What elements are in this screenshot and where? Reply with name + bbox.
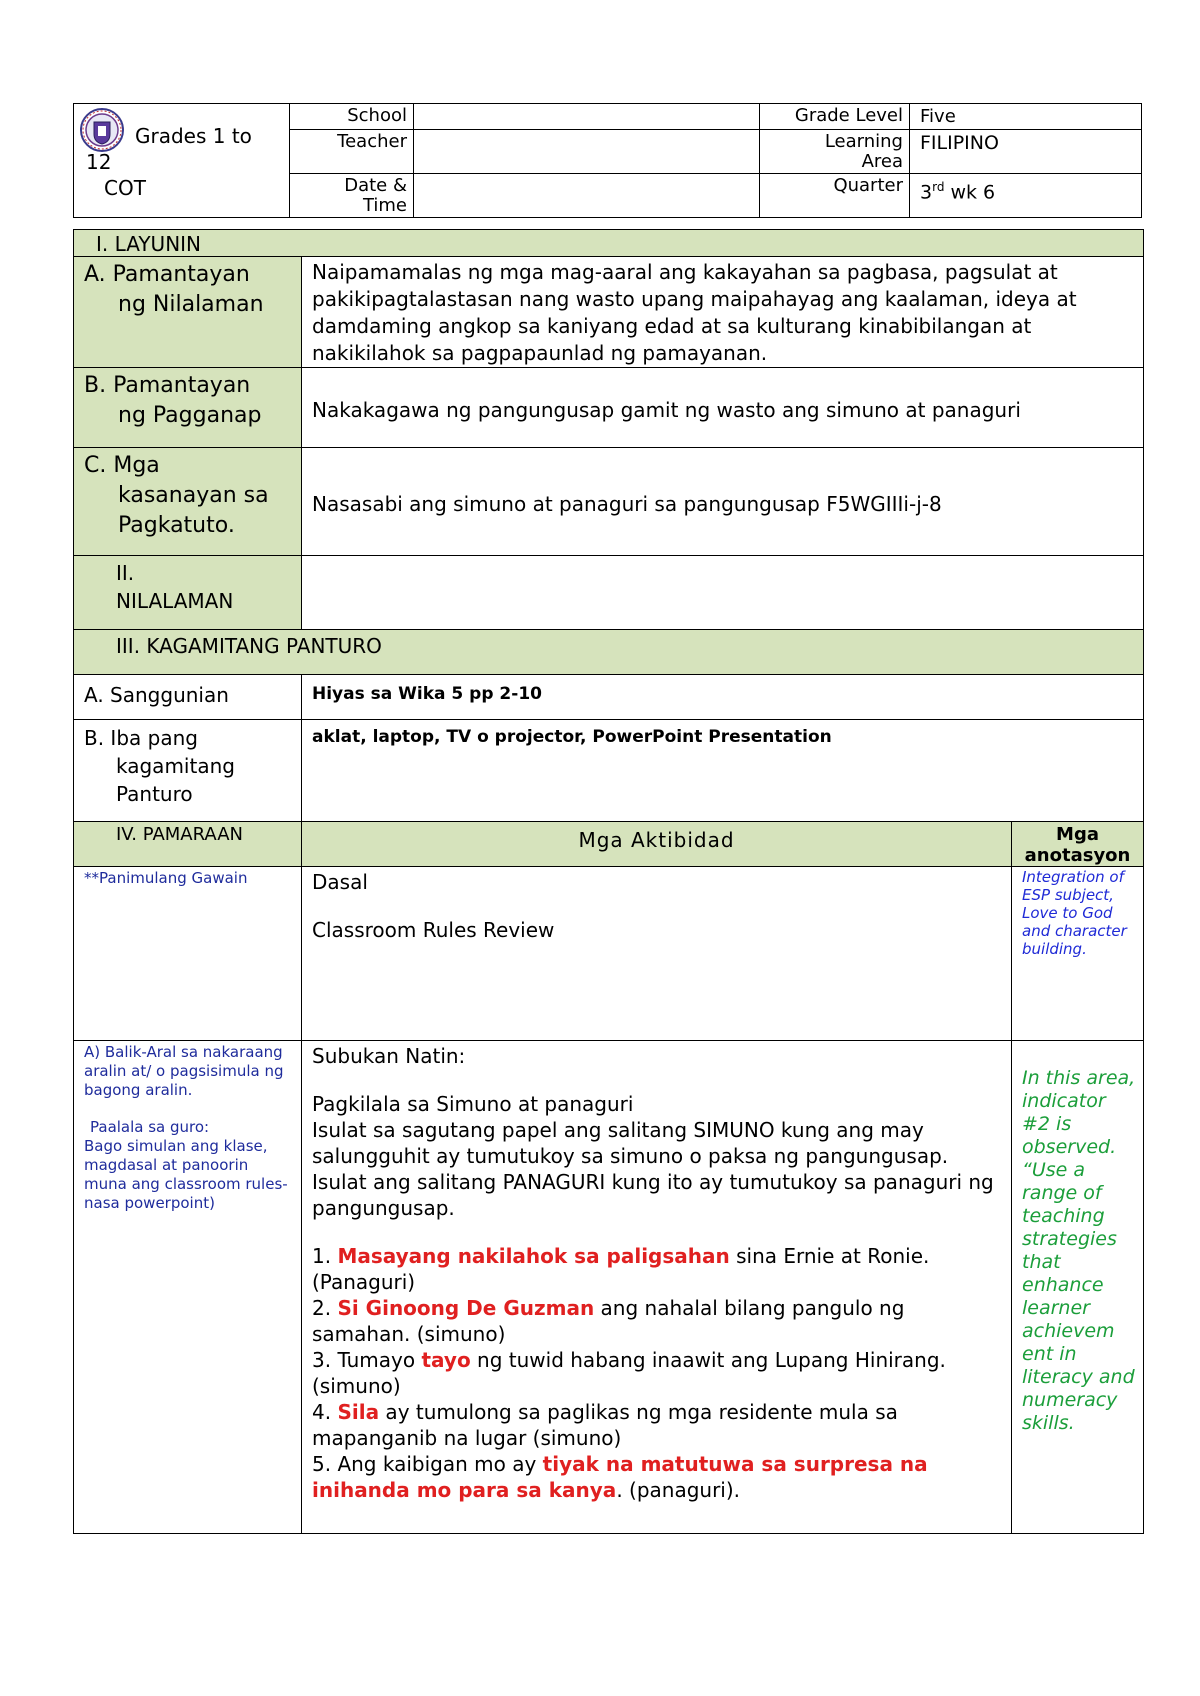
exercise-item-2 [312,1295,1001,1347]
deped-seal-icon [80,108,124,152]
panimulang-gawain-content [302,867,1012,1041]
item-4-post: ay tumulong sa paglikas ng mga residente mula sa mapanganib na lugar (simuno) [312,1400,898,1450]
pamantayan-pagganap-label-1: B. Pamantayan [84,373,251,398]
iba-pang-kagamitan-label-3: Panturo [116,782,193,806]
school-label: School [290,104,414,130]
learning-area-label-line-1: Learning [824,131,903,152]
balik-aral-content [302,1041,1012,1534]
task-instructions: Isulat sa sagutang papel ang salitang SIMUNO kung ang may salungguhit ay tumutukoy sa simuno o paksa ng pangungusap. Isulat ang salitang PANAGURI kung ito ay tumutukoy sa panaguri ng pangungusap. [312,1118,994,1220]
item-1-pre: 1. [312,1244,338,1268]
learning-area-label [760,130,910,174]
item-2-pre: 2. [312,1296,338,1320]
quarter-week: wk 6 [944,181,996,204]
kasanayan-label [74,448,302,556]
sanggunian-text: Hiyas sa Wika 5 pp 2-10 [302,675,1144,720]
pamantayan-pagganap-label-2: ng Pagganap [118,403,262,428]
panimulang-gawain-label: **Panimulang Gawain [74,867,302,1041]
pamantayan-nilalaman-label-2: ng Nilalaman [118,292,264,317]
item-3-post: ng tuwid habang inaawit ang Lupang Hinirang. (simuno) [312,1348,946,1398]
item-1-post: sina Ernie at Ronie. (Panaguri) [312,1244,930,1294]
grade-level-label: Grade Level [760,104,910,130]
pamantayan-nilalaman-label-1: A. Pamantayan [84,262,250,287]
item-1-highlight: Masayang nakilahok sa paligsahan [337,1244,730,1268]
learning-area-label-line-2: Area [861,151,903,172]
classroom-rules-text: Classroom Rules Review [312,918,555,942]
iba-pang-kagamitan-text: aklat, laptop, TV o projector, PowerPoint Presentation [302,720,1144,822]
date-time-label [290,174,414,218]
exercise-item-3 [312,1347,1001,1399]
title-line-1: Grades 1 to [135,124,252,148]
mga-anotasyon-heading-2: anotasyon [1024,845,1131,866]
nilalaman-label-1: II. [116,561,135,585]
quarter-label: Quarter [760,174,910,218]
nilalaman-label-2: NILALAMAN [116,589,234,613]
title-line-3: COT [104,176,146,200]
date-time-field[interactable] [414,174,760,218]
balik-aral-label [74,1041,302,1534]
mga-aktibidad-heading: Mga Aktibidad [302,822,1012,867]
quarter-number: 3 [920,181,933,204]
subukan-natin-text: Subukan Natin: [312,1044,466,1068]
exercise-item-5 [312,1451,1001,1503]
item-5-post: . (panaguri). [616,1478,741,1502]
quarter-suffix: rd [932,180,945,194]
balik-aral-text: A) Balik-Aral sa nakaraang aralin at/ o pagsisimula ng bagong aralin. [84,1043,284,1099]
layunin-heading: I. LAYUNIN [74,230,1144,257]
nilalaman-label [74,556,302,630]
school-field[interactable] [414,104,760,130]
kagamitan-heading: III. KAGAMITANG PANTURO [74,630,1144,675]
task-title: Pagkilala sa Simuno at panaguri [312,1092,634,1116]
quarter-value [910,174,1142,218]
pamantayan-pagganap-label [74,368,302,448]
balik-aral-annotation: In this area, indicator #2 is observed. “Use a range of teaching strategies that enhance learner achievem ent in literacy and numeracy skills. [1012,1041,1144,1534]
iba-pang-kagamitan-label-1: B. Iba pang [84,726,198,750]
item-5-pre: 5. Ang kaibigan mo ay [312,1452,543,1476]
title-cell [74,104,290,218]
teacher-label: Teacher [290,130,414,174]
exercise-item-1 [312,1243,1001,1295]
date-label-line-2: Time [362,195,407,216]
sanggunian-label: A. Sanggunian [74,675,302,720]
kasanayan-text: Nasasabi ang simuno at panaguri sa pangungusap F5WGIIIi-j-8 [302,448,1144,556]
item-3-pre: 3. Tumayo [312,1348,422,1372]
mga-anotasyon-heading-1: Mga [1056,824,1099,845]
title-line-2: 12 [86,150,112,174]
exercise-list [312,1243,1001,1503]
iba-pang-kagamitan-label-2: kagamitang [116,754,235,778]
item-3-highlight: tayo [421,1348,471,1372]
kasanayan-label-3: Pagkatuto. [118,513,235,538]
kasanayan-label-2: kasanayan sa [118,483,269,508]
item-4-pre: 4. [312,1400,338,1424]
item-4-highlight: Sila [337,1400,380,1424]
nilalaman-text [302,556,1144,630]
header-table [73,103,1142,218]
pamaraan-heading: IV. PAMARAAN [74,822,302,867]
kasanayan-label-1: C. Mga [84,453,160,478]
grade-level-value: Five [910,104,1142,130]
paalala-heading: Paalala sa guro: [90,1118,210,1136]
dasal-text: Dasal [312,870,368,894]
iba-pang-kagamitan-label [74,720,302,822]
paalala-text: Bago simulan ang klase, magdasal at panoorin muna ang classroom rules- nasa powerpoint) [84,1137,288,1212]
teacher-field[interactable] [414,130,760,174]
pamantayan-nilalaman-label [74,257,302,368]
learning-area-value: FILIPINO [910,130,1142,174]
pamantayan-nilalaman-text: Naipamamalas ng mga mag-aaral ang kakayahan sa pagbasa, pagsulat at pakikipagtalastasan nang wasto upang maipahayag ang kaalaman, ideya at damdaming angkop sa kaniyang edad at sa kulturang kinabibilangan at nakikilahok sa pagpapaunlad ng pamayanan. [302,257,1144,368]
item-2-post: ang nahalal bilang pangulo ng samahan. (simuno) [312,1296,905,1346]
lesson-plan-table [73,229,1144,1534]
mga-anotasyon-heading [1012,822,1144,867]
pamantayan-pagganap-text: Nakakagawa ng pangungusap gamit ng wasto ang simuno at panaguri [302,368,1144,448]
item-2-highlight: Si Ginoong De Guzman [337,1296,595,1320]
date-label-line-1: Date & [344,175,407,196]
panimulang-gawain-annotation: Integration of ESP subject, Love to God and character building. [1012,867,1144,1041]
item-5-highlight: tiyak na matutuwa sa surpresa na inihanda mo para sa kanya [312,1452,928,1502]
exercise-item-4 [312,1399,1001,1451]
